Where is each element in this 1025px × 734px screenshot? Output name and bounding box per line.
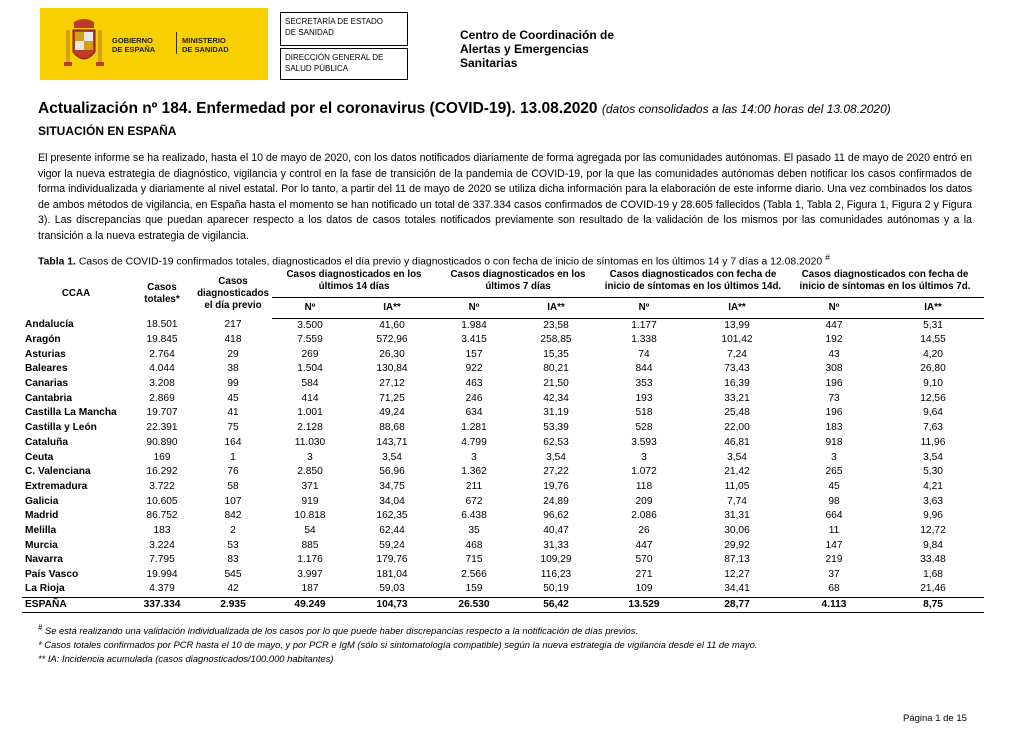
group-header-sintomas-7d: Casos diagnosticados con fecha de inicio de síntomas en los últimos 7d. xyxy=(799,269,971,292)
value-cell: 90.890 xyxy=(146,436,178,448)
value-cell: 2.764 xyxy=(149,348,175,360)
table-row xyxy=(22,568,984,583)
secretaria-box: SECRETARÍA DE ESTADO DE SANIDAD xyxy=(280,12,408,46)
value-cell: 447 xyxy=(635,539,653,551)
value-cell: 715 xyxy=(465,554,483,566)
ccaa-name-cell: Canarias xyxy=(25,378,69,390)
value-cell: 337.334 xyxy=(130,597,194,612)
subheader-n: Nº xyxy=(272,297,348,318)
value-cell: 29 xyxy=(227,348,239,360)
value-cell: 83 xyxy=(227,554,239,566)
col-header-previo: Casos diagnosticados el día previo xyxy=(197,275,269,311)
page-title xyxy=(38,100,891,118)
value-cell: 193 xyxy=(635,392,653,404)
value-cell: 4.044 xyxy=(149,363,175,375)
value-cell: 187 xyxy=(301,583,319,595)
value-cell: 3.722 xyxy=(149,480,175,492)
value-cell: 269 xyxy=(301,348,319,360)
table-row xyxy=(22,406,984,421)
value-cell: 3.208 xyxy=(149,378,175,390)
value-cell: 73,43 xyxy=(724,363,750,375)
value-cell: 26 xyxy=(638,524,650,536)
ccaa-name-cell: Cantabria xyxy=(25,392,72,404)
ccaa-name-cell: Asturias xyxy=(25,348,66,360)
value-cell: 271 xyxy=(635,569,653,581)
value-cell: 159 xyxy=(465,583,483,595)
footnote: * Casos totales confirmados por PCR hasta el 10 de mayo, y por PCR e IgM (sólo si sintomatología compatible) según la nueva estrategia de vigilancia desde el 11 de mayo. xyxy=(38,639,758,651)
value-cell: 12,72 xyxy=(920,524,946,536)
value-cell: 50,19 xyxy=(543,583,569,595)
value-cell: 922 xyxy=(465,363,483,375)
value-cell: 3.500 xyxy=(297,319,323,331)
value-cell: 1.001 xyxy=(297,407,323,419)
value-cell: 2.869 xyxy=(149,392,175,404)
table-row xyxy=(22,524,984,539)
ccaa-name-cell: Andalucía xyxy=(25,319,74,331)
value-cell: 59,24 xyxy=(379,539,405,551)
value-cell: 7.559 xyxy=(297,334,323,346)
coat-of-arms-icon xyxy=(64,16,104,72)
value-cell: 209 xyxy=(635,495,653,507)
col-header-ccaa: CCAA xyxy=(61,287,91,299)
value-cell: 5,31 xyxy=(923,319,943,331)
value-cell: 118 xyxy=(635,480,653,492)
table-row xyxy=(22,391,984,406)
value-cell: 664 xyxy=(825,510,843,522)
value-cell: 3,54 xyxy=(546,451,566,463)
value-cell: 75 xyxy=(227,422,239,434)
col-header-totales: Casos totales* xyxy=(144,281,180,305)
ccaa-name-cell: Murcia xyxy=(25,539,58,551)
table-body xyxy=(22,318,984,612)
ministerio-label: MINISTERIO DE SANIDAD xyxy=(182,36,229,54)
value-cell: 22,00 xyxy=(724,422,750,434)
ccaa-name-cell: Madrid xyxy=(25,510,59,522)
ccaa-name-cell: La Rioja xyxy=(25,583,65,595)
page-number: Página 1 de 15 xyxy=(903,713,967,724)
value-cell: 73 xyxy=(828,392,840,404)
value-cell: 179,76 xyxy=(376,554,408,566)
value-cell: 45 xyxy=(828,480,840,492)
value-cell: 143,71 xyxy=(376,436,408,448)
value-cell: 35 xyxy=(468,524,480,536)
value-cell: 672 xyxy=(465,495,483,507)
covid-cases-table xyxy=(22,267,984,613)
value-cell: 2.850 xyxy=(297,466,323,478)
subheader-ia: IA** xyxy=(882,297,984,318)
value-cell: 2.935 xyxy=(194,597,272,612)
government-logo xyxy=(40,8,268,80)
value-cell: 147 xyxy=(825,539,843,551)
value-cell: 71,25 xyxy=(379,392,405,404)
value-cell: 11.030 xyxy=(294,436,326,448)
value-cell: 116,23 xyxy=(540,569,572,581)
table-row xyxy=(22,450,984,465)
ccaa-name-cell: País Vasco xyxy=(25,569,79,581)
value-cell: 3 xyxy=(641,451,647,463)
value-cell: 308 xyxy=(825,363,843,375)
value-cell: 21,42 xyxy=(724,466,750,478)
value-cell: 37 xyxy=(828,569,840,581)
value-cell: 918 xyxy=(825,436,843,448)
value-cell: 258,85 xyxy=(540,334,572,346)
value-cell: 217 xyxy=(224,319,242,331)
value-cell: 19.707 xyxy=(146,407,178,419)
table-caption xyxy=(38,252,830,267)
value-cell: 7.795 xyxy=(149,554,175,566)
value-cell: 418 xyxy=(224,334,242,346)
value-cell: 11,96 xyxy=(920,436,946,448)
value-cell: 98 xyxy=(828,495,840,507)
value-cell: 23,58 xyxy=(543,319,569,331)
value-cell: 34,41 xyxy=(724,583,750,595)
value-cell: 29,92 xyxy=(724,539,750,551)
value-cell: 169 xyxy=(153,451,171,463)
value-cell: 21,50 xyxy=(543,378,569,390)
value-cell: 58 xyxy=(227,480,239,492)
value-cell: 4.379 xyxy=(149,583,175,595)
ccaa-name-cell: Navarra xyxy=(25,554,63,566)
value-cell: 1.984 xyxy=(461,319,487,331)
value-cell: 192 xyxy=(825,334,843,346)
value-cell: 196 xyxy=(825,407,843,419)
title-note: (datos consolidados a las 14:00 horas del 13.08.2020) xyxy=(601,102,891,116)
value-cell: 518 xyxy=(635,407,653,419)
value-cell: 31,31 xyxy=(724,510,750,522)
table-row xyxy=(22,421,984,436)
footnotes xyxy=(38,621,757,666)
document-header xyxy=(40,8,640,84)
value-cell: 181,04 xyxy=(376,569,408,581)
value-cell: 157 xyxy=(465,348,483,360)
value-cell: 545 xyxy=(224,569,242,581)
value-cell: 1.338 xyxy=(631,334,657,346)
value-cell: 62,53 xyxy=(543,436,569,448)
table-row xyxy=(22,333,984,348)
value-cell: 1.176 xyxy=(297,554,323,566)
group-header-14d: Casos diagnosticados en los últimos 14 días xyxy=(286,269,422,292)
value-cell: 26,30 xyxy=(379,348,405,360)
value-cell: 11,05 xyxy=(724,480,750,492)
value-cell: 25,48 xyxy=(724,407,750,419)
subheader-ia: IA** xyxy=(512,297,600,318)
table-row xyxy=(22,465,984,480)
table-caption-text: Casos de COVID-19 confirmados totales, diagnosticados el día previo y diagnosticados o con fecha de inicio de síntomas en los últimos 14 y 7 días a 12.08.2020 xyxy=(78,256,823,268)
value-cell: 371 xyxy=(301,480,319,492)
value-cell: 88,68 xyxy=(379,422,405,434)
value-cell: 86.752 xyxy=(146,510,178,522)
subheader-ia: IA** xyxy=(348,297,436,318)
value-cell: 21,46 xyxy=(920,583,946,595)
value-cell: 7,74 xyxy=(727,495,747,507)
value-cell: 28,77 xyxy=(688,597,786,612)
value-cell: 41 xyxy=(227,407,239,419)
value-cell: 15,35 xyxy=(543,348,569,360)
ccaa-name-cell: Melilla xyxy=(25,524,57,536)
value-cell: 76 xyxy=(227,466,239,478)
value-cell: 68 xyxy=(828,583,840,595)
table-row xyxy=(22,436,984,451)
value-cell: 26.530 xyxy=(436,597,512,612)
table-row xyxy=(22,347,984,362)
value-cell: 33,48 xyxy=(920,554,946,566)
value-cell: 1.281 xyxy=(461,422,487,434)
value-cell: 107 xyxy=(224,495,242,507)
value-cell: 18.501 xyxy=(146,319,178,331)
value-cell: 842 xyxy=(224,510,242,522)
gobierno-label: GOBIERNO DE ESPAÑA xyxy=(112,36,156,54)
value-cell: 87,13 xyxy=(724,554,750,566)
value-cell: 10.605 xyxy=(146,495,178,507)
value-cell: 885 xyxy=(301,539,319,551)
value-cell: 265 xyxy=(825,466,843,478)
value-cell: 4.799 xyxy=(461,436,487,448)
table-row xyxy=(22,494,984,509)
value-cell: 130,84 xyxy=(376,363,408,375)
table-row xyxy=(22,480,984,495)
section-heading: SITUACIÓN EN ESPAÑA xyxy=(38,124,177,138)
table-total-row xyxy=(22,597,984,612)
value-cell: 3,54 xyxy=(923,451,943,463)
value-cell: 74 xyxy=(638,348,650,360)
value-cell: 12,27 xyxy=(724,569,750,581)
value-cell: 572,96 xyxy=(376,334,408,346)
value-cell: 196 xyxy=(825,378,843,390)
footnote: ** IA: Incidencia acumulada (casos diagnosticados/100.000 habitantes) xyxy=(38,653,334,665)
value-cell: 1.362 xyxy=(461,466,487,478)
value-cell: 27,12 xyxy=(379,378,405,390)
table-row xyxy=(22,318,984,333)
value-cell: 104,73 xyxy=(348,597,436,612)
ccaa-name-cell: C. Valenciana xyxy=(25,466,91,478)
value-cell: 101,42 xyxy=(721,334,753,346)
value-cell: 34,04 xyxy=(379,495,405,507)
value-cell: 42,34 xyxy=(543,392,569,404)
value-cell: 164 xyxy=(224,436,242,448)
subheader-n: Nº xyxy=(786,297,882,318)
value-cell: 7,24 xyxy=(727,348,747,360)
value-cell: 30,06 xyxy=(724,524,750,536)
ccaa-name-cell: Extremadura xyxy=(25,480,88,492)
value-cell: 31,33 xyxy=(543,539,569,551)
value-cell: 19.994 xyxy=(146,569,178,581)
value-cell: 10.818 xyxy=(294,510,326,522)
value-cell: 570 xyxy=(635,554,653,566)
value-cell: 22.391 xyxy=(146,422,178,434)
value-cell: 468 xyxy=(465,539,483,551)
value-cell: 7,63 xyxy=(923,422,943,434)
subheader-n: Nº xyxy=(600,297,688,318)
value-cell: 246 xyxy=(465,392,483,404)
value-cell: 2.566 xyxy=(461,569,487,581)
value-cell: 3 xyxy=(307,451,313,463)
value-cell: 9,10 xyxy=(923,378,943,390)
value-cell: 2.128 xyxy=(297,422,323,434)
value-cell: 1.177 xyxy=(631,319,657,331)
ccaa-name-cell: Ceuta xyxy=(25,451,54,463)
value-cell: 34,75 xyxy=(379,480,405,492)
value-cell: 3 xyxy=(471,451,477,463)
value-cell: 46,81 xyxy=(724,436,750,448)
value-cell: 40,47 xyxy=(543,524,569,536)
value-cell: 27,22 xyxy=(543,466,569,478)
value-cell: 38 xyxy=(227,363,239,375)
value-cell: 12,56 xyxy=(920,392,946,404)
table-row xyxy=(22,377,984,392)
value-cell: 45 xyxy=(227,392,239,404)
value-cell: 414 xyxy=(301,392,319,404)
table-caption-label: Tabla 1. xyxy=(38,256,76,268)
value-cell: 219 xyxy=(825,554,843,566)
value-cell: 59,03 xyxy=(379,583,405,595)
value-cell: 26,80 xyxy=(920,363,946,375)
value-cell: 54 xyxy=(304,524,316,536)
value-cell: 96,62 xyxy=(543,510,569,522)
value-cell: 62,44 xyxy=(379,524,405,536)
value-cell: 49.249 xyxy=(272,597,348,612)
value-cell: 19,76 xyxy=(543,480,569,492)
value-cell: 3,54 xyxy=(727,451,747,463)
value-cell: 33,21 xyxy=(724,392,750,404)
value-cell: 4,20 xyxy=(923,348,943,360)
logo-divider xyxy=(176,32,177,54)
value-cell: 4.113 xyxy=(786,597,882,612)
ccaa-name-cell: Baleares xyxy=(25,363,68,375)
value-cell: 3.593 xyxy=(631,436,657,448)
ccaa-name-cell: Cataluña xyxy=(25,436,69,448)
value-cell: 6.438 xyxy=(461,510,487,522)
value-cell: 13,99 xyxy=(724,319,750,331)
value-cell: 353 xyxy=(635,378,653,390)
value-cell: 56,42 xyxy=(512,597,600,612)
group-header-7d: Casos diagnosticados en los últimos 7 días xyxy=(450,269,586,292)
value-cell: 2 xyxy=(230,524,236,536)
value-cell: 14,55 xyxy=(920,334,946,346)
value-cell: 3 xyxy=(831,451,837,463)
table-row xyxy=(22,362,984,377)
subheader-n: Nº xyxy=(436,297,512,318)
value-cell: 16,39 xyxy=(724,378,750,390)
value-cell: 919 xyxy=(301,495,319,507)
value-cell: 9,64 xyxy=(923,407,943,419)
value-cell: 1.072 xyxy=(631,466,657,478)
value-cell: 183 xyxy=(825,422,843,434)
centro-coordinacion-label: Centro de Coordinación de Alertas y Emergencias Sanitarias xyxy=(460,28,615,70)
table-row xyxy=(22,538,984,553)
value-cell: 463 xyxy=(465,378,483,390)
value-cell: 3.224 xyxy=(149,539,175,551)
value-cell: 53,39 xyxy=(543,422,569,434)
value-cell: 3,63 xyxy=(923,495,943,507)
value-cell: 80,21 xyxy=(543,363,569,375)
intro-paragraph: El presente informe se ha realizado, hasta el 10 de mayo de 2020, con los datos notificados diariamente de forma agregada por las comunidades autónomas. El pasado 11 de mayo de 2020 entró en vigor la nueva estrategia de diagnóstico, vigilancia y control en la fase de transición de la pandemia de COVID-19, por la que las comunidades autónomas deben notificar los casos confirmados de forma individualizada y diariamente al nivel estatal. Por lo tanto, a partir del 11 de mayo de 2020 se utiliza dicha información para la elaboración de este informe diario. Una vez combinados los datos de ambos métodos de vigilancia, en España hasta el momento se han notificado un total de 337.334 casos confirmados de COVID-19 y 28.605 fallecidos (Tabla 1, Tabla 2, Figura 1, Figura 2 y Figura 3). Las discrepancias que puedan aparecer respecto a los datos de casos totales notificados previamente son resultado de la validación de los mismos por las comunidades autónomas y a la transición a la nueva estrategia de vigilancia. xyxy=(38,152,972,242)
value-cell: 49,24 xyxy=(379,407,405,419)
value-cell: 24,89 xyxy=(543,495,569,507)
value-cell: 11 xyxy=(828,524,840,536)
value-cell: 109,29 xyxy=(540,554,572,566)
value-cell: 99 xyxy=(227,378,239,390)
value-cell: 16.292 xyxy=(146,466,178,478)
value-cell: 2.086 xyxy=(631,510,657,522)
value-cell: 5,30 xyxy=(923,466,943,478)
footnote: # Se está realizando una validación individualizada de los casos por lo que puede haber discrepancias respecto a la notificación de días previos. xyxy=(38,623,639,637)
value-cell: 56,96 xyxy=(379,466,405,478)
value-cell: 43 xyxy=(828,348,840,360)
value-cell: 4,21 xyxy=(923,480,943,492)
ccaa-name-cell: Galicia xyxy=(25,495,59,507)
value-cell: 109 xyxy=(635,583,653,595)
value-cell: 9,84 xyxy=(923,539,943,551)
title-main: Actualización nº 184. Enfermedad por el coronavirus (COVID-19). 13.08.2020 xyxy=(38,100,598,117)
value-cell: 3.997 xyxy=(297,569,323,581)
value-cell: 447 xyxy=(825,319,843,331)
value-cell: 162,35 xyxy=(376,510,408,522)
value-cell: 211 xyxy=(465,480,483,492)
value-cell: 1,68 xyxy=(923,569,943,581)
value-cell: 53 xyxy=(227,539,239,551)
value-cell: 9,96 xyxy=(923,510,943,522)
subheader-ia: IA** xyxy=(688,297,786,318)
value-cell: 634 xyxy=(465,407,483,419)
group-header-sintomas-14d: Casos diagnosticados con fecha de inicio de síntomas en los últimos 14d. xyxy=(604,269,782,292)
ccaa-name-cell: Aragón xyxy=(25,334,61,346)
table-caption-mark: # xyxy=(825,252,830,262)
table-row xyxy=(22,553,984,568)
value-cell: 3.415 xyxy=(461,334,487,346)
value-cell: 1 xyxy=(230,451,236,463)
value-cell: 13.529 xyxy=(600,597,688,612)
value-cell: 41,60 xyxy=(379,319,405,331)
direccion-box: DIRECCIÓN GENERAL DE SALUD PÚBLICA xyxy=(280,48,408,80)
ccaa-name-cell: Castilla y León xyxy=(25,422,97,434)
ccaa-name-cell: Castilla La Mancha xyxy=(25,407,117,419)
value-cell: 19.845 xyxy=(146,334,178,346)
ccaa-name-cell: ESPAÑA xyxy=(22,597,130,612)
value-cell: 8,75 xyxy=(882,597,984,612)
value-cell: 3,54 xyxy=(382,451,402,463)
value-cell: 844 xyxy=(635,363,653,375)
value-cell: 31,19 xyxy=(543,407,569,419)
table-row xyxy=(22,582,984,597)
value-cell: 183 xyxy=(153,524,171,536)
value-cell: 42 xyxy=(227,583,239,595)
value-cell: 1.504 xyxy=(297,363,323,375)
table-row xyxy=(22,509,984,524)
value-cell: 584 xyxy=(301,378,319,390)
value-cell: 528 xyxy=(635,422,653,434)
